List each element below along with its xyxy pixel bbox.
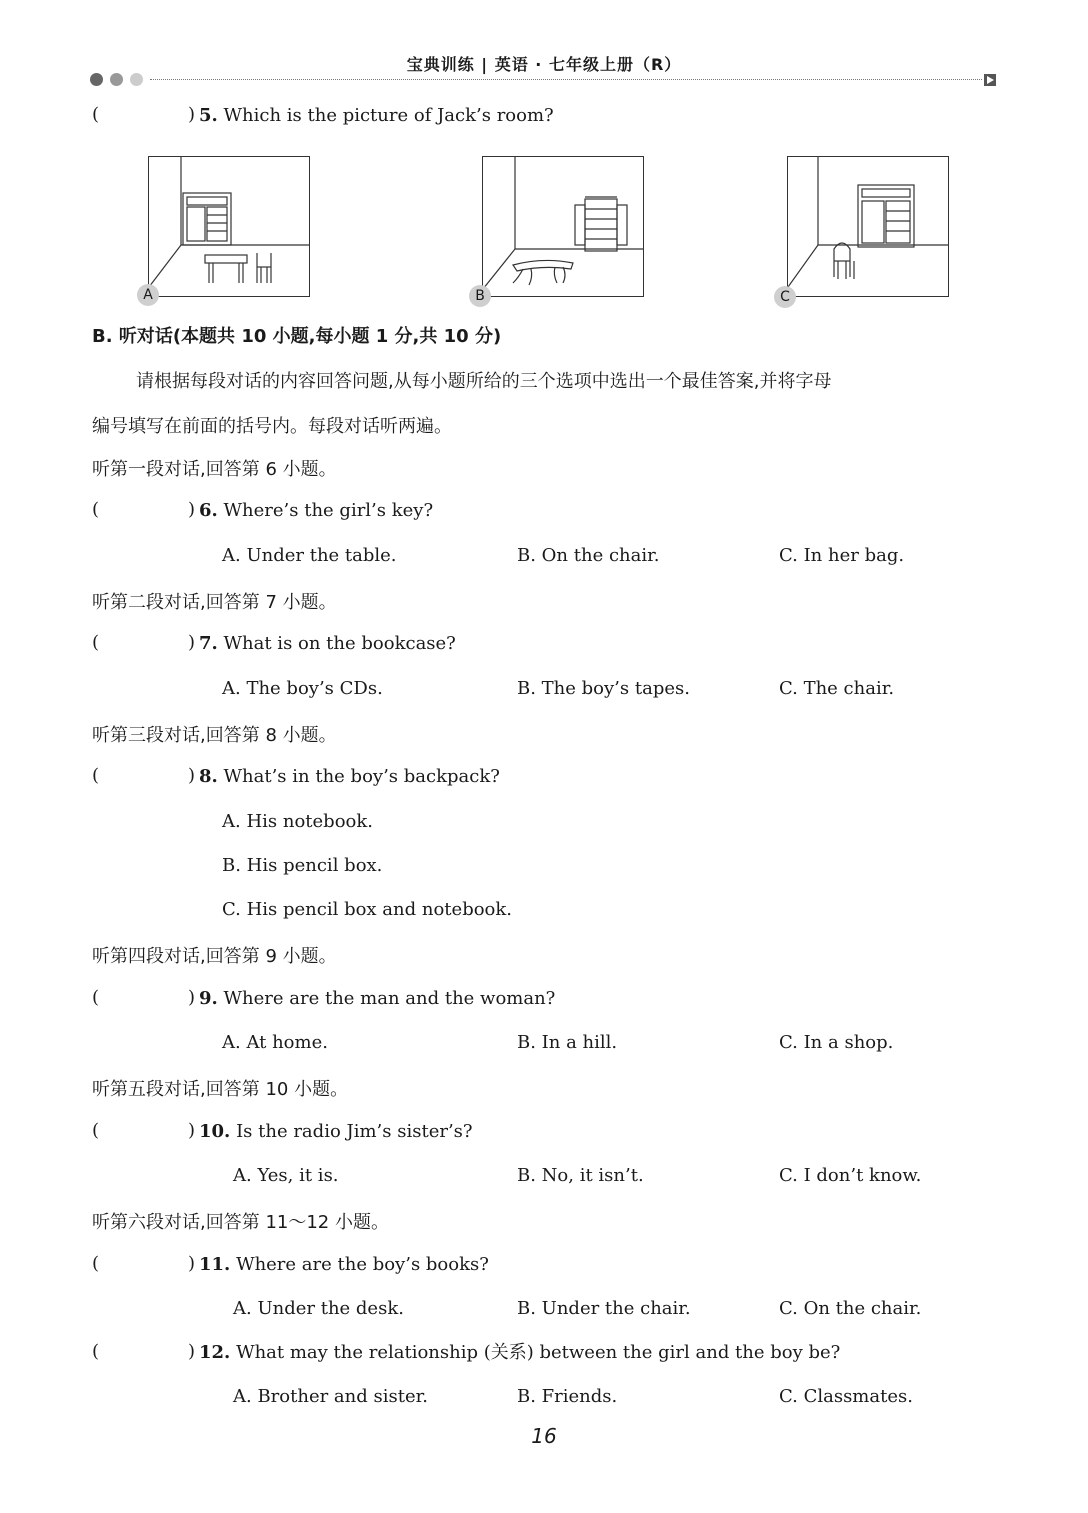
question-11 <box>199 1253 489 1277</box>
question-5 <box>199 104 554 128</box>
answer-paren-close: ) <box>188 1253 196 1274</box>
question-number: 8. <box>199 766 218 787</box>
answer-paren-close: ) <box>188 765 196 786</box>
question-9 <box>199 987 555 1011</box>
header-divider <box>150 79 982 80</box>
option-c: C. The chair. <box>779 678 895 699</box>
question-text: Is the radio Jim’s sister’s? <box>236 1121 473 1142</box>
option-a: A. His notebook. <box>222 811 373 832</box>
picture-label-a: A <box>137 284 159 306</box>
page-number: 16 <box>531 1424 557 1448</box>
answer-paren-close: ) <box>188 499 196 520</box>
section-b-instructions: 请根据每段对话的内容回答问题,从每小题所给的三个选项中选出一个最佳答案,并将字母 <box>136 371 832 392</box>
room-picture-a <box>148 156 310 297</box>
answer-paren-close: ) <box>188 632 196 653</box>
question-text: Where’s the girl’s key? <box>223 500 434 521</box>
option-c: C. His pencil box and notebook. <box>222 899 513 920</box>
room-picture-b <box>482 156 644 297</box>
question-number: 6. <box>199 500 218 521</box>
question-text: Which is the picture of Jack’s room? <box>223 105 554 126</box>
question-text: What’s in the boy’s backpack? <box>223 766 500 787</box>
answer-paren-close: ) <box>188 1120 196 1141</box>
room-picture-c <box>787 156 949 297</box>
dialogue-5-prompt: 听第五段对话,回答第 10 小题。 <box>92 1079 349 1100</box>
option-a: A. Under the desk. <box>233 1298 404 1319</box>
answer-paren-open: ( <box>92 1253 100 1274</box>
option-a: A. At home. <box>222 1032 328 1053</box>
option-a: A. Yes, it is. <box>233 1165 339 1186</box>
dialogue-6-prompt: 听第六段对话,回答第 11～12 小题。 <box>92 1212 389 1233</box>
option-c: C. Classmates. <box>779 1386 913 1407</box>
dialogue-4-prompt: 听第四段对话,回答第 9 小题。 <box>92 946 337 967</box>
option-a: A. The boy’s CDs. <box>222 678 383 699</box>
answer-paren-close: ) <box>188 987 196 1008</box>
question-text: Where are the man and the woman? <box>223 988 556 1009</box>
dialogue-1-prompt: 听第一段对话,回答第 6 小题。 <box>92 459 337 480</box>
answer-paren-open: ( <box>92 987 100 1008</box>
section-b-title: B. 听对话(本题共 10 小题,每小题 1 分,共 10 分) <box>92 326 502 347</box>
option-b: B. Friends. <box>517 1386 618 1407</box>
room-b-drawing <box>483 157 643 296</box>
room-c-drawing <box>788 157 948 296</box>
question-number: 9. <box>199 988 218 1009</box>
option-b: B. In a hill. <box>517 1032 618 1053</box>
question-number: 10. <box>199 1121 231 1142</box>
question-text: What may the relationship (关系) between the girl and the boy be? <box>236 1342 841 1363</box>
question-text: Where are the boy’s books? <box>236 1254 489 1275</box>
option-c: C. In a shop. <box>779 1032 894 1053</box>
answer-paren-open: ( <box>92 499 100 520</box>
question-12 <box>199 1341 840 1365</box>
question-number: 5. <box>199 105 218 126</box>
question-6 <box>199 499 433 523</box>
option-b: B. The boy’s tapes. <box>517 678 690 699</box>
question-7 <box>199 632 456 656</box>
question-number: 7. <box>199 633 218 654</box>
option-a: A. Under the table. <box>222 545 397 566</box>
play-arrow-icon <box>984 74 996 86</box>
header-title: 宝典训练 | 英语 · 七年级上册（R） <box>406 55 682 74</box>
option-c: C. On the chair. <box>779 1298 922 1319</box>
answer-paren-open: ( <box>92 1120 100 1141</box>
option-c: C. I don’t know. <box>779 1165 922 1186</box>
room-a-drawing <box>149 157 309 296</box>
option-b: B. On the chair. <box>517 545 660 566</box>
section-b-instructions-cont: 编号填写在前面的括号内。每段对话听两遍。 <box>92 416 452 437</box>
answer-paren-open: ( <box>92 632 100 653</box>
question-8 <box>199 765 500 789</box>
header-dot-icon <box>130 73 143 86</box>
question-text: What is on the bookcase? <box>223 633 456 654</box>
option-a: A. Brother and sister. <box>233 1386 428 1407</box>
header-dot-icon <box>90 73 103 86</box>
dialogue-3-prompt: 听第三段对话,回答第 8 小题。 <box>92 725 337 746</box>
answer-paren-close: ) <box>188 1341 196 1362</box>
answer-paren-open: ( <box>92 765 100 786</box>
picture-label-b: B <box>469 285 491 307</box>
question-10 <box>199 1120 473 1144</box>
header-dot-icon <box>110 73 123 86</box>
question-number: 11. <box>199 1254 231 1275</box>
answer-paren-close: ) <box>188 104 196 125</box>
option-c: C. In her bag. <box>779 545 905 566</box>
answer-paren-open: ( <box>92 1341 100 1362</box>
picture-label-c: C <box>774 286 796 308</box>
option-b: B. Under the chair. <box>517 1298 691 1319</box>
question-number: 12. <box>199 1342 231 1363</box>
option-b: B. His pencil box. <box>222 855 383 876</box>
answer-paren-open: ( <box>92 104 100 125</box>
dialogue-2-prompt: 听第二段对话,回答第 7 小题。 <box>92 592 337 613</box>
option-b: B. No, it isn’t. <box>517 1165 644 1186</box>
